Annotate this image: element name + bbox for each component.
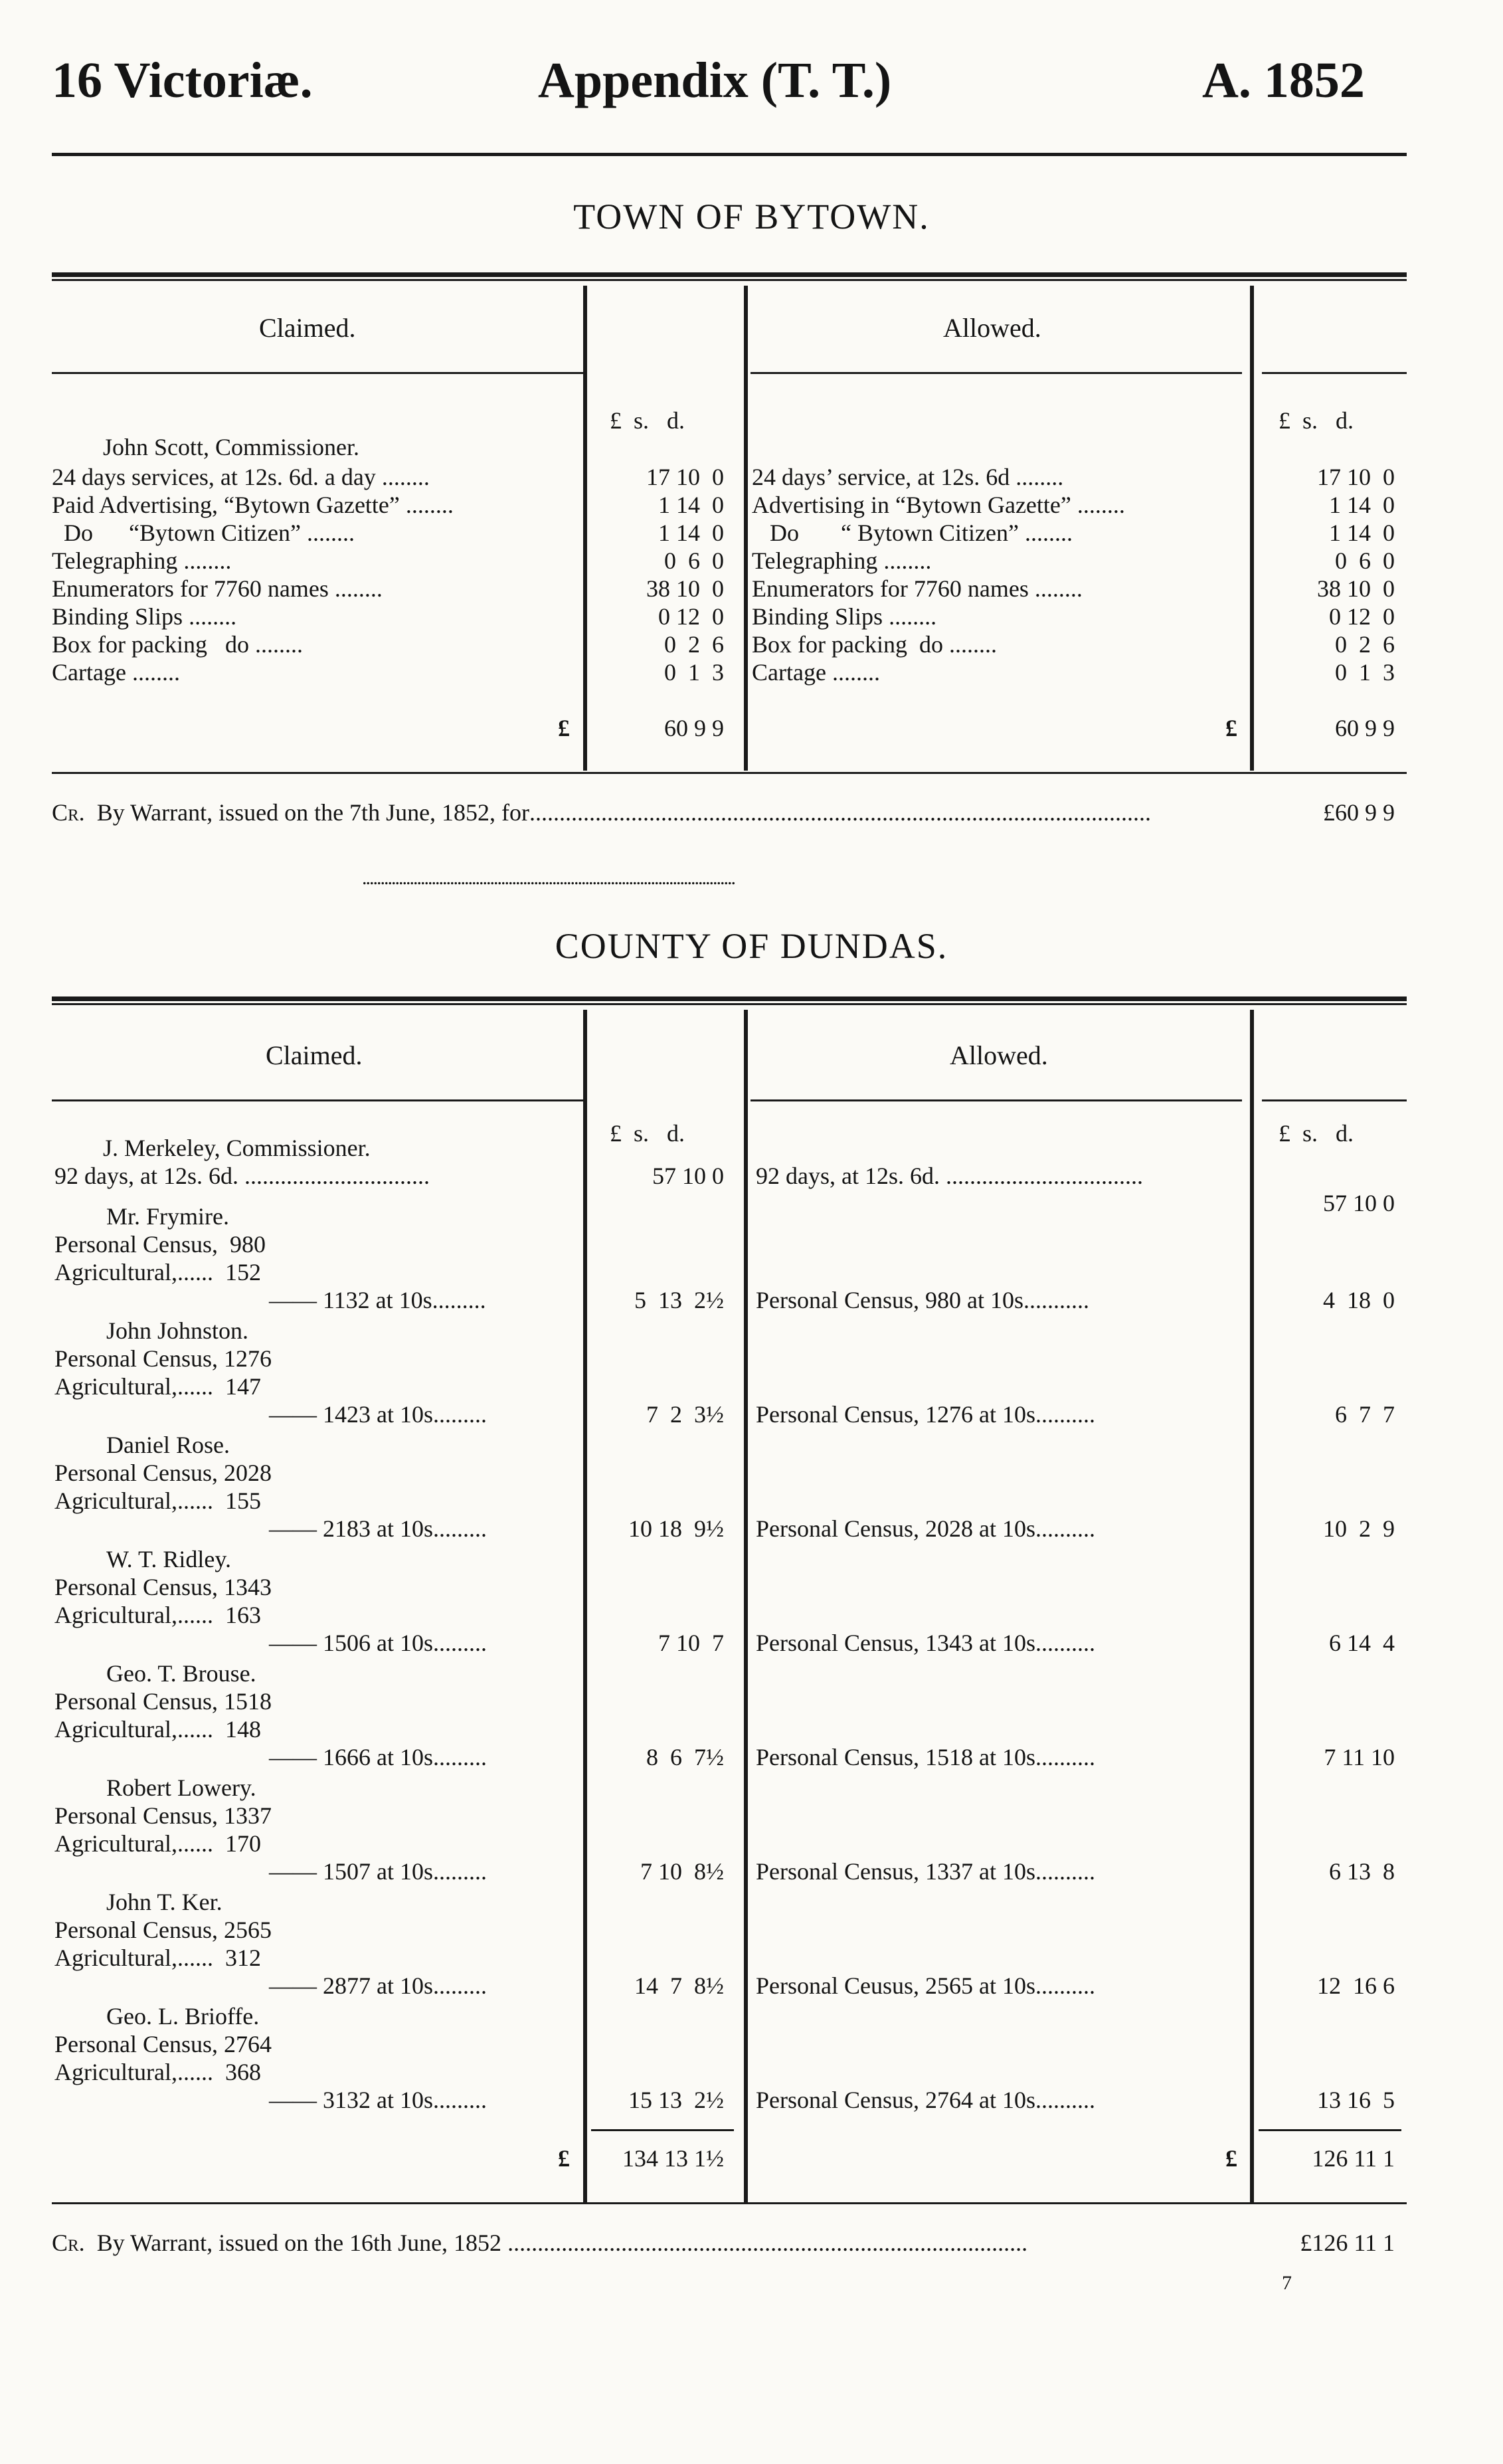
dundas-personal-census: Personal Census, 2028 bbox=[54, 1460, 272, 1486]
dundas-allow-line: Personal Census, 1337 at 10s.......... bbox=[756, 1858, 1095, 1885]
dundas-allow-units: £ s. d. bbox=[1279, 1120, 1354, 1147]
dundas-enumerator-name: W. T. Ridley. bbox=[106, 1546, 231, 1572]
bytown-allowed-amount: 0 6 0 bbox=[1335, 547, 1395, 574]
header-center: Appendix (T. T.) bbox=[538, 52, 892, 108]
bytown-allowed-amount: 0 1 3 bbox=[1335, 659, 1395, 686]
dundas-title: COUNTY OF DUNDAS. bbox=[555, 926, 948, 966]
bytown-allowed-line: Binding Slips ........ bbox=[752, 603, 937, 630]
dundas-allowed-heading: Allowed. bbox=[950, 1040, 1048, 1070]
dundas-claim-units: £ s. d. bbox=[610, 1120, 685, 1147]
dundas-allow-line: Personal Census, 2028 at 10s.......... bbox=[756, 1515, 1095, 1542]
bytown-commissioner: John Scott, Commissioner. bbox=[103, 434, 360, 460]
bytown-claimed-amount: 1 14 0 bbox=[658, 520, 724, 546]
dundas-allow-total-currency: £ bbox=[1225, 2145, 1237, 2172]
dundas-claim-amount: 8 6 7½ bbox=[646, 1744, 724, 1770]
section-divider-dots: ...................................................................................................... bbox=[362, 867, 735, 889]
bytown-claimed-amount: 0 2 6 bbox=[664, 631, 724, 658]
dundas-allow-amount: 6 7 7 bbox=[1335, 1401, 1395, 1428]
dundas-personal-census: Personal Census, 2565 bbox=[54, 1917, 272, 1943]
bytown-claimed-amount: 0 1 3 bbox=[664, 659, 724, 686]
dundas-commissioner: J. Merkeley, Commissioner. bbox=[103, 1135, 371, 1161]
bytown-allowed-line: Do “ Bytown Citizen” ........ bbox=[752, 520, 1073, 546]
dundas-allow-amount: 6 14 4 bbox=[1329, 1630, 1395, 1656]
dundas-col-divider-3 bbox=[1250, 1010, 1254, 2202]
header-rule bbox=[52, 153, 1407, 156]
dundas-total-line: —— 1666 at 10s......... bbox=[269, 1744, 487, 1770]
dundas-personal-census: Personal Census, 1337 bbox=[54, 1802, 272, 1829]
bytown-claimed-amount: 17 10 0 bbox=[646, 464, 724, 490]
dundas-allow-amount: 12 16 6 bbox=[1317, 1972, 1395, 1999]
dundas-agricultural: Agricultural,...... 148 bbox=[54, 1716, 261, 1743]
header-right: A. 1852 bbox=[1202, 52, 1365, 108]
dundas-allowed-total: 126 11 1 bbox=[1312, 2145, 1395, 2172]
bytown-allowed-amount: 17 10 0 bbox=[1317, 464, 1395, 490]
dundas-total-line: —— 3132 at 10s......... bbox=[269, 2087, 487, 2113]
bytown-claimed-amount: 0 6 0 bbox=[664, 547, 724, 574]
bytown-top-rule bbox=[52, 272, 1407, 277]
dundas-allow-line: Personal Census, 980 at 10s........... bbox=[756, 1287, 1089, 1313]
dundas-personal-census: Personal Census, 2764 bbox=[54, 2031, 272, 2057]
bytown-allowed-line: Cartage ........ bbox=[752, 659, 880, 686]
bytown-warrant: Cr. By Warrant, issued on the 7th June, 1852, for........................................................................................................ bbox=[52, 799, 1152, 826]
footer-mark: 7 bbox=[1282, 2272, 1292, 2294]
bytown-allowed-line: Telegraphing ........ bbox=[752, 547, 932, 574]
bytown-title: TOWN OF BYTOWN. bbox=[573, 197, 930, 237]
dundas-warrant-amount: £126 11 1 bbox=[1300, 2229, 1395, 2256]
dundas-claim-amount: 5 13 2½ bbox=[634, 1287, 724, 1313]
dundas-allow-amount: 4 18 0 bbox=[1323, 1287, 1395, 1313]
dundas-claimed-heading: Claimed. bbox=[266, 1040, 363, 1070]
dundas-total-line: —— 1423 at 10s......... bbox=[269, 1401, 487, 1428]
bytown-warrant-amount: £60 9 9 bbox=[1323, 799, 1395, 826]
bytown-claim-total-currency: £ bbox=[558, 715, 570, 741]
dundas-personal-census: Personal Census, 1518 bbox=[54, 1688, 272, 1715]
dundas-warrant: Cr. By Warrant, issued on the 16th June, 1852 ....................................................................................... bbox=[52, 2229, 1028, 2256]
dundas-total-line: —— 1506 at 10s......... bbox=[269, 1630, 487, 1656]
dundas-allow-line: Personal Census, 1276 at 10s.......... bbox=[756, 1401, 1095, 1428]
dundas-total-line: —— 2877 at 10s......... bbox=[269, 1972, 487, 1999]
dundas-agricultural: Agricultural,...... 312 bbox=[54, 1944, 261, 1971]
dundas-claim-total-currency: £ bbox=[558, 2145, 570, 2172]
dundas-allow-line: Personal Census, 1518 at 10s.......... bbox=[756, 1744, 1095, 1770]
dundas-personal-census: Personal Census, 1343 bbox=[54, 1574, 272, 1600]
dundas-claim-amount: 7 10 7 bbox=[658, 1630, 724, 1656]
dundas-commissioner-allow-text: 92 days, at 12s. 6d. ................................. bbox=[756, 1163, 1143, 1189]
bytown-allowed-line: Advertising in “Bytown Gazette” ........ bbox=[752, 492, 1125, 518]
bytown-allowed-amount: 38 10 0 bbox=[1317, 575, 1395, 602]
dundas-agricultural: Agricultural,...... 163 bbox=[54, 1602, 261, 1628]
dundas-agricultural: Agricultural,...... 368 bbox=[54, 2059, 261, 2085]
dundas-enumerator-name: Geo. L. Brioffe. bbox=[106, 2003, 260, 2030]
bytown-claimed-amount: 38 10 0 bbox=[646, 575, 724, 602]
bytown-allowed-line: Box for packing do ........ bbox=[752, 631, 997, 658]
dundas-claim-amount: 10 18 9½ bbox=[628, 1515, 724, 1542]
dundas-enumerator-name: John Johnston. bbox=[106, 1317, 249, 1344]
bytown-claim-units: £ s. d. bbox=[610, 407, 685, 434]
dundas-claim-amount: 7 2 3½ bbox=[646, 1401, 724, 1428]
bytown-allow-units: £ s. d. bbox=[1279, 407, 1354, 434]
bytown-allowed-line: 24 days’ service, at 12s. 6d ........ bbox=[752, 464, 1064, 490]
dundas-enumerator-name: John T. Ker. bbox=[106, 1889, 222, 1915]
dundas-agricultural: Agricultural,...... 155 bbox=[54, 1487, 261, 1514]
dundas-total-line: —— 1132 at 10s......... bbox=[269, 1287, 486, 1313]
dundas-agricultural: Agricultural,...... 152 bbox=[54, 1259, 261, 1285]
dundas-commissioner-claim-amount: 57 10 0 bbox=[652, 1163, 724, 1189]
dundas-commissioner-claim-text: 92 days, at 12s. 6d. ............................... bbox=[54, 1163, 430, 1189]
bytown-claimed-line: Cartage ........ bbox=[52, 659, 180, 686]
dundas-commissioner-allow-amount: 57 10 0 bbox=[1323, 1190, 1395, 1216]
bytown-allowed-amount: 0 12 0 bbox=[1329, 603, 1395, 630]
header-left: 16 Victoriæ. bbox=[52, 52, 313, 108]
bytown-claimed-heading: Claimed. bbox=[259, 313, 356, 343]
dundas-total-line: —— 1507 at 10s......... bbox=[269, 1858, 487, 1885]
bytown-claimed-line: Binding Slips ........ bbox=[52, 603, 237, 630]
bytown-claimed-line: Enumerators for 7760 names ........ bbox=[52, 575, 383, 602]
dundas-allow-amount: 6 13 8 bbox=[1329, 1858, 1395, 1885]
dundas-allow-amount: 13 16 5 bbox=[1317, 2087, 1395, 2113]
dundas-allow-line: Personal Census, 2764 at 10s.......... bbox=[756, 2087, 1095, 2113]
bytown-claimed-amount: 0 12 0 bbox=[658, 603, 724, 630]
dundas-total-line: —— 2183 at 10s......... bbox=[269, 1515, 487, 1542]
dundas-claimed-total: 134 13 1½ bbox=[622, 2145, 724, 2172]
dundas-claim-amount: 15 13 2½ bbox=[628, 2087, 724, 2113]
dundas-allow-amount: 7 11 10 bbox=[1324, 1744, 1395, 1770]
dundas-claim-amount: 7 10 8½ bbox=[640, 1858, 724, 1885]
bytown-allowed-total: 60 9 9 bbox=[1335, 715, 1395, 741]
bytown-claimed-line: Telegraphing ........ bbox=[52, 547, 232, 574]
dundas-col-divider-1 bbox=[583, 1010, 587, 2202]
dundas-claim-amount: 14 7 8½ bbox=[634, 1972, 724, 1999]
bytown-claimed-amount: 1 14 0 bbox=[658, 492, 724, 518]
bytown-allowed-heading: Allowed. bbox=[943, 313, 1041, 343]
bytown-claimed-line: Paid Advertising, “Bytown Gazette” ........ bbox=[52, 492, 454, 518]
dundas-allow-line: Personal Ceusus, 2565 at 10s.......... bbox=[756, 1972, 1095, 1999]
dundas-enumerator-name: Daniel Rose. bbox=[106, 1432, 230, 1458]
dundas-col-divider-2 bbox=[744, 1010, 748, 2202]
bytown-claimed-total: 60 9 9 bbox=[664, 715, 724, 741]
bytown-col-divider-3 bbox=[1250, 286, 1254, 771]
dundas-personal-census: Personal Census, 980 bbox=[54, 1231, 266, 1258]
dundas-agricultural: Agricultural,...... 147 bbox=[54, 1373, 261, 1400]
bytown-claimed-line: 24 days services, at 12s. 6d. a day ........ bbox=[52, 464, 430, 490]
dundas-personal-census: Personal Census, 1276 bbox=[54, 1345, 272, 1372]
dundas-agricultural: Agricultural,...... 170 bbox=[54, 1830, 261, 1857]
bytown-col-divider-2 bbox=[744, 286, 748, 771]
dundas-allow-line: Personal Census, 1343 at 10s.......... bbox=[756, 1630, 1095, 1656]
dundas-enumerator-name: Mr. Frymire. bbox=[106, 1203, 229, 1230]
dundas-allow-amount: 10 2 9 bbox=[1323, 1515, 1395, 1542]
bytown-allow-total-currency: £ bbox=[1225, 715, 1237, 741]
bytown-claimed-line: Box for packing do ........ bbox=[52, 631, 303, 658]
bytown-allowed-amount: 0 2 6 bbox=[1335, 631, 1395, 658]
bytown-allowed-amount: 1 14 0 bbox=[1329, 492, 1395, 518]
bytown-allowed-line: Enumerators for 7760 names ........ bbox=[752, 575, 1083, 602]
bytown-allowed-amount: 1 14 0 bbox=[1329, 520, 1395, 546]
bytown-claimed-line: Do “Bytown Citizen” ........ bbox=[52, 520, 355, 546]
dundas-enumerator-name: Geo. T. Brouse. bbox=[106, 1660, 256, 1687]
dundas-top-rule bbox=[52, 996, 1407, 1001]
dundas-enumerator-name: Robert Lowery. bbox=[106, 1774, 256, 1801]
bytown-col-divider-1 bbox=[583, 286, 587, 771]
